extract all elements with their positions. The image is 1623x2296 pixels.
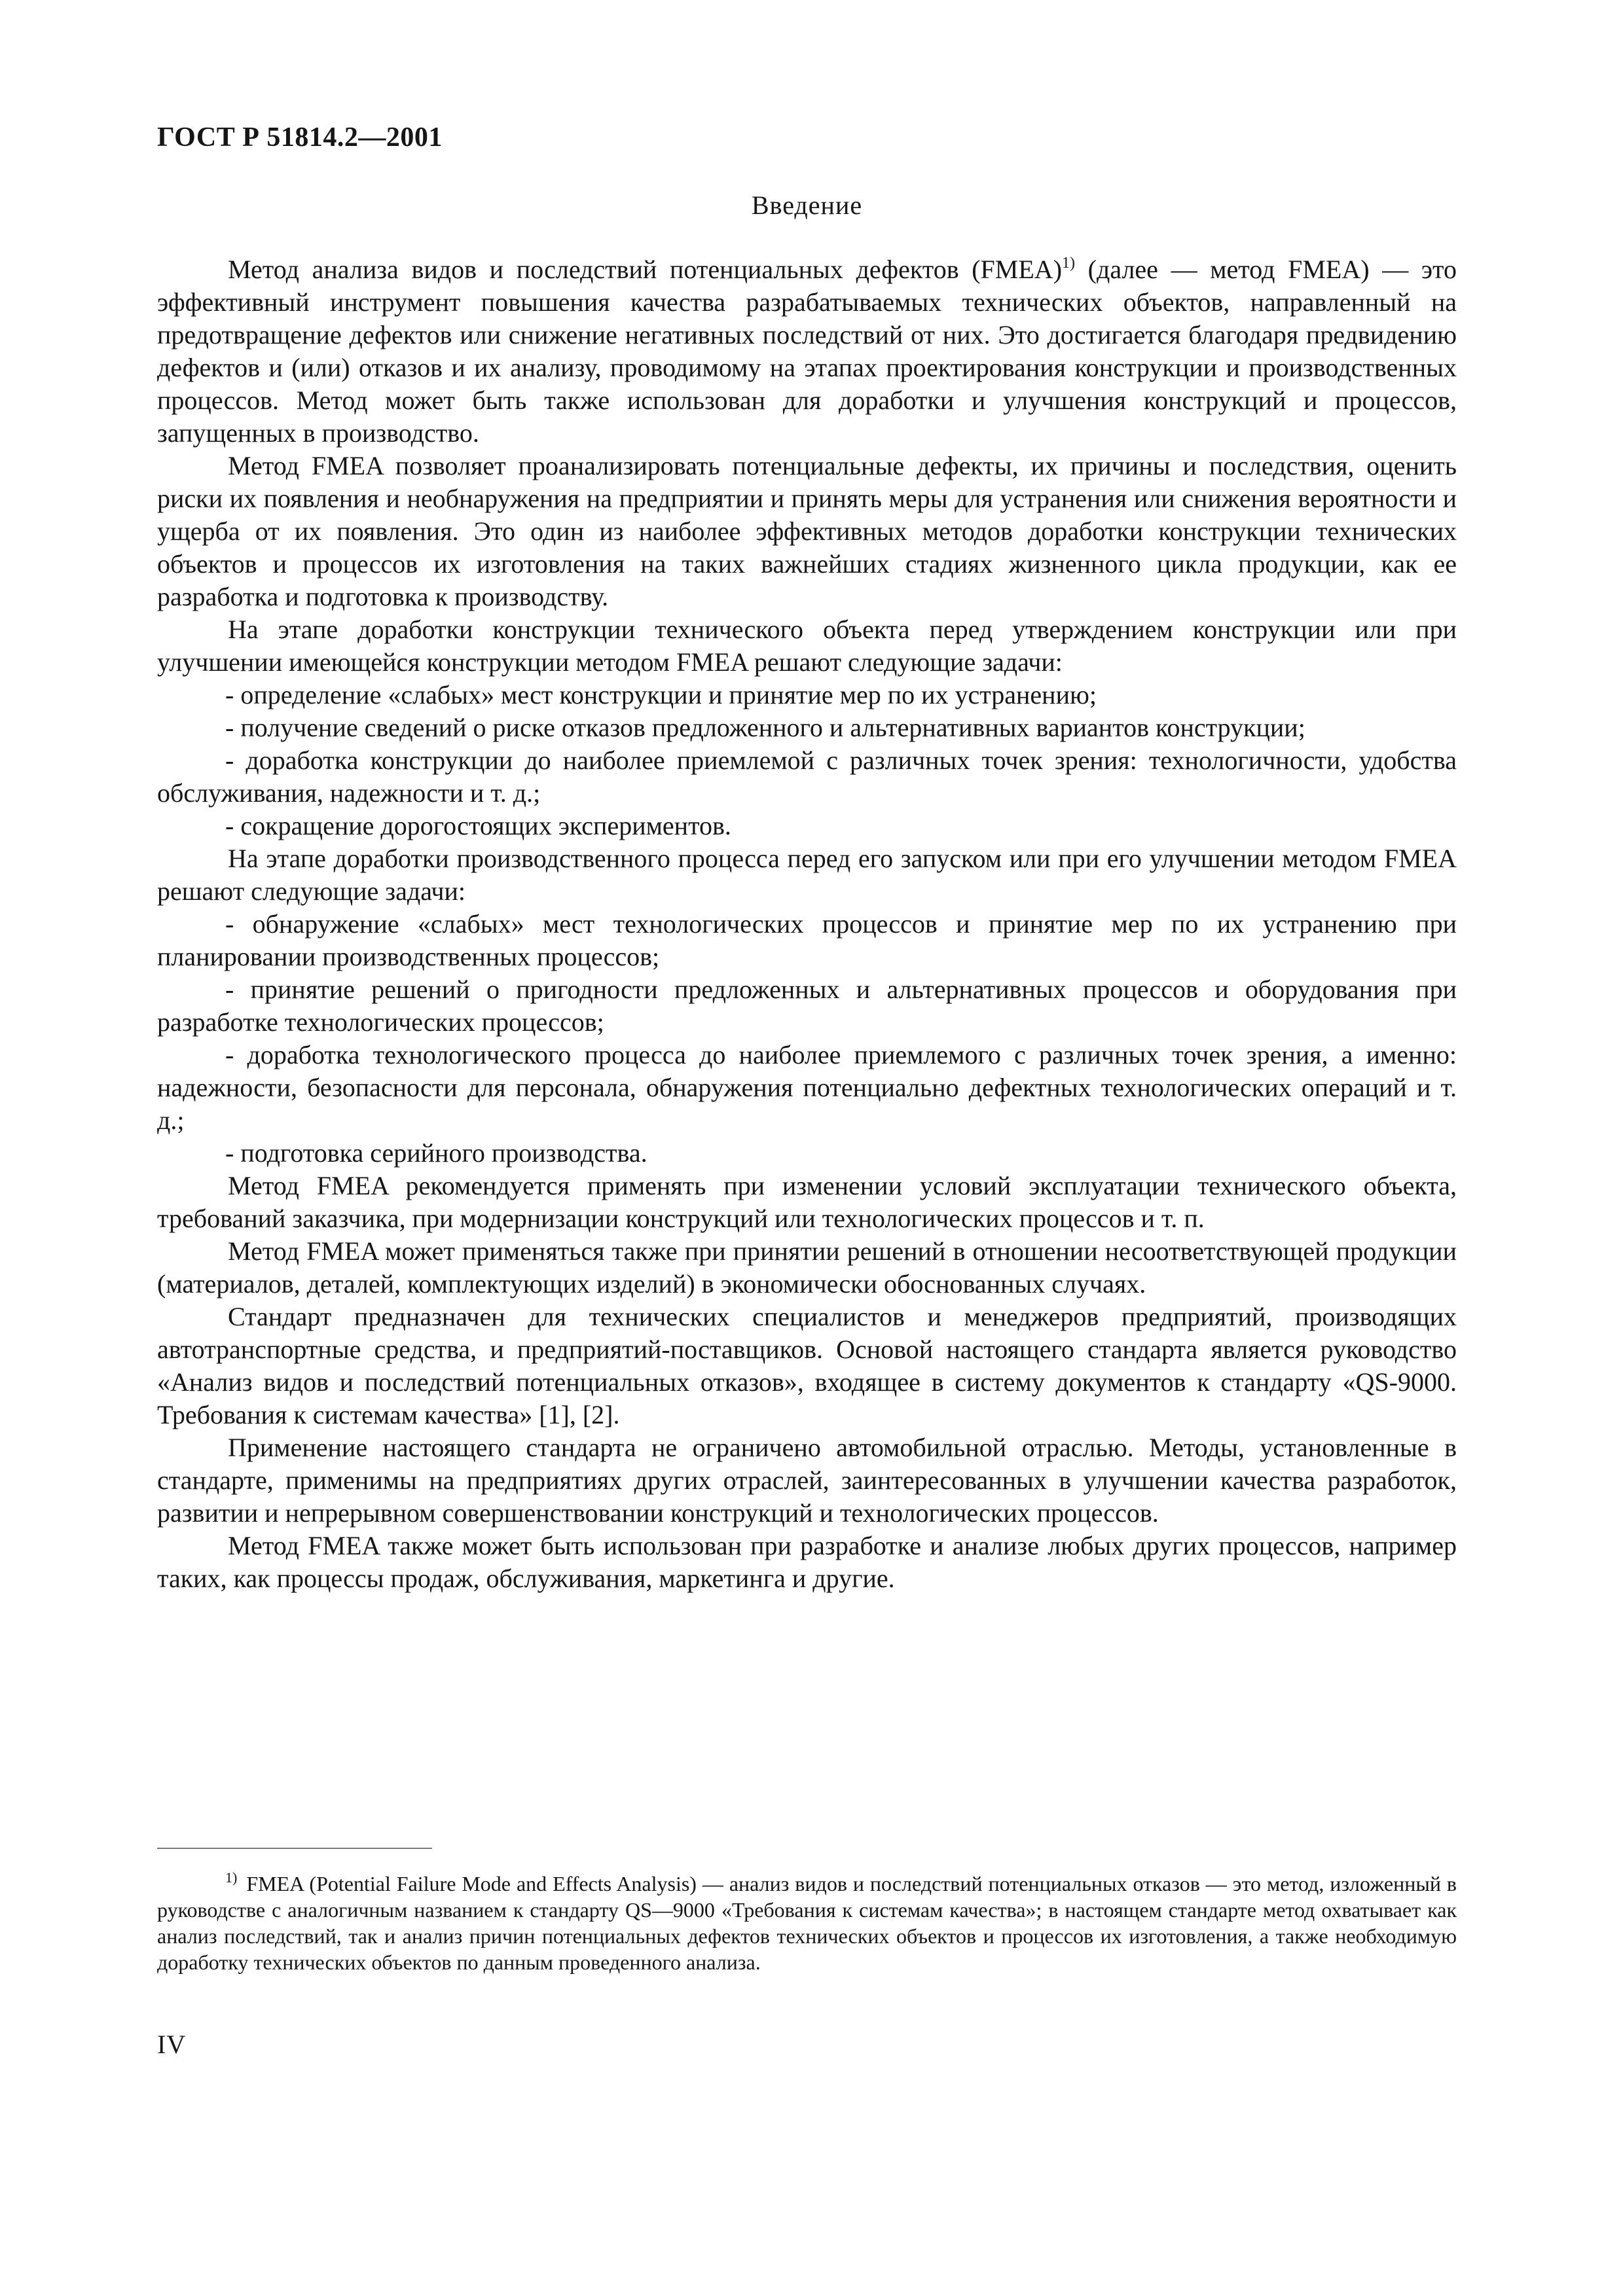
paragraph-design-stage: На этапе доработки конструкции технического объекта перед утверждением конструкции или при улучшении имеющейся конструкции методом FMEA решают следующие задачи: [157,615,1457,677]
paragraph-application-conditions: Метод FMEA рекомендуется применять при изменении условий эксплуатации технического объекта, требований заказчика, при модернизации конструкций или технологических процессов и т. п. [157,1171,1457,1233]
paragraph-fmea-capabilities: Метод FMEA позволяет проанализировать потенциальные дефекты, их причины и последствия, оценить риски их появления и необнаружения на предприятии и принять меры для устранения или снижения вероятности и ущерба от их появления. Это один из наиболее эффективных методов доработки конструкции технических объектов и процессов их изготовления на таких важнейших стадиях жизненного цикла продукции, как ее разработка и подготовка к производству. [157,451,1457,611]
list-item-design-task: - получение сведений о риске отказов предложенного и альтернативных вариантов конструкции; [225,713,1305,742]
list-item-process-task: - обнаружение «слабых» мест технологических процессов и принятие мер по их устранению при планировании производственных процессов; [157,909,1457,971]
list-item-process-task: - доработка технологического процесса до наиболее приемлемого с различных точек зрения, а именно: надежности, безопасности для персонала, обнаружения потенциально дефектных технологических операций и т. д.; [157,1040,1457,1135]
document-code: ГОСТ Р 51814.2—2001 [157,122,443,152]
paragraph-scope: Применение настоящего стандарта не ограничено автомобильной отраслью. Методы, установленные в стандарте, применимы на предприятиях других отраслей, заинтересованных в улучшении качества разработок, развитии и непрерывном совершенствовании конструкций и технологических процессов. [157,1433,1457,1528]
list-item-process-task: - подготовка серийного производства. [225,1138,647,1168]
footnote-reference[interactable]: 1) [1062,255,1076,272]
page-number: IV [157,2030,187,2059]
list-item-design-task: - сокращение дорогостоящих экспериментов. [225,811,731,840]
paragraph-nonconforming-products: Метод FMEA может применяться также при принятии решений в отношении несоответствующей продукции (материалов, деталей, комплектующих изделий) в экономически обоснованных случаях. [157,1236,1457,1299]
paragraph-fmea-definition [157,253,1457,450]
introduction-body [157,253,1457,1595]
footnote-mark: 1) [225,1869,238,1886]
paragraph-process-stage: На этапе доработки производственного процесса перед его запуском или при его улучшении методом FMEA решают следующие задачи: [157,844,1457,906]
footnote [157,1871,1457,1975]
list-item-process-task: - принятие решений о пригодности предложенных и альтернативных процессов и оборудования при разработке технологических процессов; [157,975,1457,1037]
footnote-text: FMEA (Potential Failure Mode and Effects Analysis) — анализ видов и последствий потенциальных отказов — это метод, изложенный в руководстве с аналогичным названием к стандарту QS—9000 «Требования к системам качества»; в настоящем стандарте метод охватывает как анализ последствий, так и анализ причин потенциальных дефектов технических объектов и процессов их изготовления, а также необходимую доработку технических объектов по данным проведенного анализа. [157,1872,1457,1974]
paragraph-other-processes: Метод FMEA также может быть использован при разработке и анализе любых других процессов, например таких, как процессы продаж, обслуживания, маркетинга и другие. [157,1531,1457,1593]
section-title: Введение [751,190,863,220]
paragraph-target-audience: Стандарт предназначен для технических специалистов и менеджеров предприятий, производящих автотранспортные средства, и предприятий-поставщиков. Основой настоящего стандарта является руководство «Анализ видов и последствий потенциальных отказов», входящее в систему документов к стандарту «QS-9000. Требования к системам качества» [1], [2]. [157,1302,1457,1429]
footnote-divider [157,1848,432,1849]
paragraph-text: (далее — метод FMEA) — это эффективный инструмент повышения качества разрабатываемых технических объектов, направленный на предотвращение дефектов или снижение негативных последствий от них. Это достигается благодаря предвидению дефектов и (или) отказов и их анализу, проводимому на этапах проектирования конструкции и производственных процессов. Метод может быть также использован для доработки и улучшения конструкций и процессов, запущенных в производство. [157,255,1457,448]
list-item-design-task: - определение «слабых» мест конструкции и принятие мер по их устранению; [225,680,1097,709]
list-item-design-task: - доработка конструкции до наиболее приемлемой с различных точек зрения: технологичности, удобства обслуживания, надежности и т. д.; [157,745,1457,808]
paragraph-text: Метод анализа видов и последствий потенциальных дефектов (FMEA) [228,255,1063,284]
